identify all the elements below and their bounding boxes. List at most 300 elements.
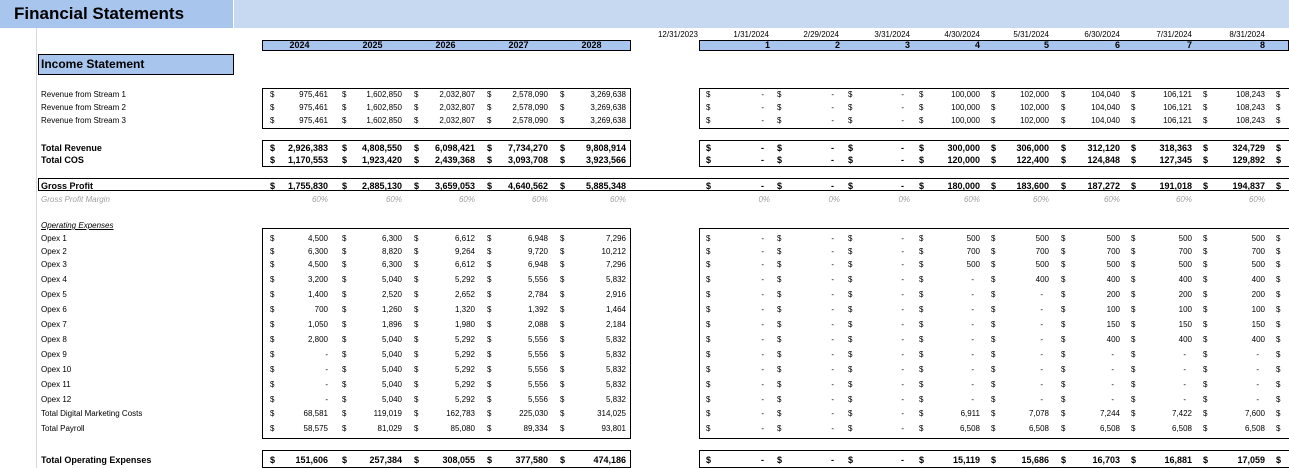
annual-value[interactable]: 257,384 — [369, 455, 402, 465]
monthly-value[interactable]: - — [901, 181, 904, 191]
monthly-value[interactable]: 0% — [898, 195, 910, 204]
period-label[interactable]: 4 — [974, 40, 980, 50]
monthly-value[interactable]: 102,000 — [1020, 103, 1049, 112]
row-label[interactable]: Opex 6 — [41, 305, 67, 314]
annual-value[interactable]: 9,720 — [527, 247, 548, 256]
annual-value[interactable]: 6,948 — [527, 234, 548, 243]
annual-value[interactable]: 119,019 — [373, 409, 402, 418]
monthly-value[interactable]: - — [761, 103, 764, 112]
row-label[interactable]: Opex 5 — [41, 290, 67, 299]
annual-value[interactable]: 2,032,807 — [439, 116, 475, 125]
row-label[interactable]: Revenue from Stream 1 — [41, 90, 126, 99]
monthly-value[interactable]: 60% — [1103, 195, 1120, 204]
monthly-value[interactable]: 60% — [1175, 195, 1192, 204]
annual-value[interactable]: 7,296 — [605, 260, 626, 269]
monthly-value[interactable]: - — [901, 365, 904, 374]
monthly-value[interactable]: - — [1256, 365, 1259, 374]
monthly-value[interactable]: 122,400 — [1016, 155, 1049, 165]
row-label[interactable]: Total COS — [41, 155, 84, 165]
row-label[interactable]: Opex 7 — [41, 320, 67, 329]
monthly-value[interactable]: - — [971, 320, 974, 329]
monthly-value[interactable]: - — [901, 116, 904, 125]
annual-value[interactable]: - — [325, 350, 328, 359]
annual-value[interactable]: 5,556 — [527, 395, 548, 404]
monthly-value[interactable]: 700 — [1106, 247, 1120, 256]
monthly-value[interactable]: - — [971, 395, 974, 404]
monthly-value[interactable]: 16,881 — [1164, 455, 1192, 465]
annual-value[interactable]: 975,461 — [299, 103, 328, 112]
period-label[interactable]: 7 — [1186, 40, 1192, 50]
monthly-value[interactable]: - — [831, 234, 834, 243]
monthly-value[interactable]: 102,000 — [1020, 116, 1049, 125]
monthly-value[interactable]: 7,422 — [1171, 409, 1192, 418]
monthly-value[interactable]: - — [901, 155, 904, 165]
monthly-value[interactable]: 60% — [963, 195, 980, 204]
annual-value[interactable]: 377,580 — [515, 455, 548, 465]
annual-value[interactable]: 3,200 — [307, 275, 328, 284]
monthly-value[interactable]: - — [761, 320, 764, 329]
monthly-value[interactable]: 106,121 — [1163, 103, 1192, 112]
annual-value[interactable]: 5,040 — [381, 275, 402, 284]
period-label[interactable]: 6 — [1114, 40, 1120, 50]
annual-value[interactable]: 5,832 — [605, 365, 626, 374]
monthly-value[interactable]: - — [831, 305, 834, 314]
monthly-value[interactable]: 6,508 — [1171, 424, 1192, 433]
monthly-value[interactable]: 100,000 — [951, 116, 980, 125]
monthly-value[interactable]: 700 — [966, 247, 980, 256]
annual-value[interactable]: 2,578,090 — [512, 103, 548, 112]
monthly-value[interactable]: - — [831, 409, 834, 418]
monthly-value[interactable]: - — [971, 275, 974, 284]
period-label[interactable]: 8 — [1259, 40, 1265, 50]
monthly-value[interactable]: 324,729 — [1232, 143, 1265, 153]
monthly-value[interactable]: 700 — [1035, 247, 1049, 256]
annual-value[interactable]: 2,926,383 — [287, 143, 328, 153]
row-label[interactable]: Total Digital Marketing Costs — [41, 409, 143, 418]
monthly-value[interactable]: 400 — [1106, 275, 1120, 284]
monthly-value[interactable]: - — [761, 305, 764, 314]
annual-value[interactable]: 5,040 — [381, 335, 402, 344]
monthly-value[interactable]: 500 — [966, 260, 980, 269]
monthly-value[interactable]: - — [1256, 395, 1259, 404]
annual-value[interactable]: 60% — [609, 195, 626, 204]
monthly-value[interactable]: - — [831, 143, 834, 153]
monthly-value[interactable]: - — [901, 103, 904, 112]
annual-value[interactable]: 3,269,638 — [590, 90, 626, 99]
annual-value[interactable]: 2,088 — [527, 320, 548, 329]
monthly-value[interactable]: 6,508 — [1028, 424, 1049, 433]
annual-value[interactable]: 5,292 — [454, 275, 475, 284]
monthly-value[interactable]: 150 — [1178, 320, 1192, 329]
monthly-value[interactable]: 400 — [1178, 335, 1192, 344]
annual-value[interactable]: 60% — [458, 195, 475, 204]
monthly-value[interactable]: 102,000 — [1020, 90, 1049, 99]
monthly-value[interactable]: - — [761, 90, 764, 99]
annual-value[interactable]: 2,578,090 — [512, 90, 548, 99]
annual-value[interactable]: 3,659,053 — [434, 181, 475, 191]
annual-value[interactable]: 5,040 — [381, 395, 402, 404]
annual-value[interactable]: 9,808,914 — [585, 143, 626, 153]
annual-value[interactable]: 1,464 — [605, 305, 626, 314]
monthly-value[interactable]: 500 — [1251, 234, 1265, 243]
monthly-value[interactable]: - — [901, 260, 904, 269]
row-label[interactable]: Opex 2 — [41, 247, 67, 256]
monthly-value[interactable]: 300,000 — [947, 143, 980, 153]
annual-value[interactable]: 1,602,850 — [366, 90, 402, 99]
monthly-value[interactable]: - — [831, 155, 834, 165]
monthly-value[interactable]: - — [831, 380, 834, 389]
monthly-value[interactable]: 104,040 — [1091, 116, 1120, 125]
monthly-value[interactable]: 60% — [1032, 195, 1049, 204]
annual-value[interactable]: 3,923,566 — [585, 155, 626, 165]
annual-value[interactable]: 2,439,368 — [434, 155, 475, 165]
period-label[interactable]: 3 — [904, 40, 910, 50]
annual-value[interactable]: 4,808,550 — [361, 143, 402, 153]
monthly-value[interactable]: 120,000 — [947, 155, 980, 165]
monthly-value[interactable]: 100,000 — [951, 103, 980, 112]
monthly-value[interactable]: - — [831, 335, 834, 344]
monthly-value[interactable]: 15,686 — [1021, 455, 1049, 465]
date-label[interactable]: 12/31/2023 — [657, 30, 698, 39]
date-label[interactable]: 4/30/2024 — [944, 30, 980, 39]
monthly-value[interactable]: - — [761, 380, 764, 389]
monthly-value[interactable]: - — [1040, 365, 1043, 374]
monthly-value[interactable]: 100 — [1178, 305, 1192, 314]
monthly-value[interactable]: 700 — [1251, 247, 1265, 256]
annual-value[interactable]: 9,264 — [454, 247, 475, 256]
annual-value[interactable]: 5,292 — [454, 395, 475, 404]
monthly-value[interactable]: 183,600 — [1016, 181, 1049, 191]
monthly-value[interactable]: - — [1040, 380, 1043, 389]
annual-value[interactable]: 6,948 — [527, 260, 548, 269]
monthly-value[interactable]: 400 — [1106, 335, 1120, 344]
monthly-value[interactable]: - — [1040, 335, 1043, 344]
annual-value[interactable]: 2,784 — [527, 290, 548, 299]
date-label[interactable]: 8/31/2024 — [1229, 30, 1265, 39]
monthly-value[interactable]: - — [1111, 350, 1114, 359]
monthly-value[interactable]: 106,121 — [1163, 116, 1192, 125]
annual-value[interactable]: 1,923,420 — [361, 155, 402, 165]
period-label[interactable]: 5 — [1043, 40, 1049, 50]
monthly-value[interactable]: 129,892 — [1232, 155, 1265, 165]
row-label[interactable]: Total Revenue — [41, 143, 102, 153]
annual-value[interactable]: 60% — [385, 195, 402, 204]
monthly-value[interactable]: 7,078 — [1028, 409, 1049, 418]
monthly-value[interactable]: - — [971, 305, 974, 314]
annual-value[interactable]: 1,602,850 — [366, 103, 402, 112]
monthly-value[interactable]: 104,040 — [1091, 90, 1120, 99]
annual-value[interactable]: 1,755,830 — [287, 181, 328, 191]
monthly-value[interactable]: 0% — [828, 195, 840, 204]
date-label[interactable]: 2/29/2024 — [803, 30, 839, 39]
monthly-value[interactable]: - — [1183, 380, 1186, 389]
monthly-value[interactable]: - — [761, 350, 764, 359]
monthly-value[interactable]: - — [901, 275, 904, 284]
annual-value[interactable]: 2,032,807 — [439, 103, 475, 112]
annual-value[interactable]: 1,260 — [381, 305, 402, 314]
monthly-value[interactable]: 15,119 — [952, 455, 980, 465]
monthly-value[interactable]: 500 — [1251, 260, 1265, 269]
monthly-value[interactable]: - — [831, 320, 834, 329]
monthly-value[interactable]: - — [1040, 395, 1043, 404]
monthly-value[interactable]: 108,243 — [1236, 116, 1265, 125]
monthly-value[interactable]: - — [761, 365, 764, 374]
annual-value[interactable]: 4,500 — [307, 234, 328, 243]
monthly-value[interactable]: 500 — [1106, 234, 1120, 243]
monthly-value[interactable]: 500 — [1035, 234, 1049, 243]
year-label[interactable]: 2026 — [435, 40, 456, 50]
annual-value[interactable]: 6,612 — [454, 260, 475, 269]
annual-value[interactable]: 3,093,708 — [507, 155, 548, 165]
monthly-value[interactable]: - — [901, 350, 904, 359]
monthly-value[interactable]: 187,272 — [1087, 181, 1120, 191]
monthly-value[interactable]: - — [761, 335, 764, 344]
monthly-value[interactable]: - — [1111, 395, 1114, 404]
monthly-value[interactable]: - — [1040, 350, 1043, 359]
annual-value[interactable]: 58,575 — [303, 424, 328, 433]
monthly-value[interactable]: - — [901, 247, 904, 256]
monthly-value[interactable]: - — [1040, 320, 1043, 329]
monthly-value[interactable]: 500 — [1178, 260, 1192, 269]
monthly-value[interactable]: 16,703 — [1092, 455, 1120, 465]
annual-value[interactable]: 6,300 — [381, 260, 402, 269]
annual-value[interactable]: 5,292 — [454, 335, 475, 344]
annual-value[interactable]: 89,334 — [523, 424, 548, 433]
monthly-value[interactable]: - — [831, 247, 834, 256]
monthly-value[interactable]: - — [831, 290, 834, 299]
monthly-value[interactable]: - — [1040, 290, 1043, 299]
annual-value[interactable]: 60% — [311, 195, 328, 204]
date-label[interactable]: 1/31/2024 — [733, 30, 769, 39]
monthly-value[interactable]: - — [831, 350, 834, 359]
monthly-value[interactable]: - — [1256, 380, 1259, 389]
row-label[interactable]: Opex 12 — [41, 395, 72, 404]
monthly-value[interactable]: - — [971, 365, 974, 374]
monthly-value[interactable]: - — [761, 247, 764, 256]
annual-value[interactable]: 5,292 — [454, 350, 475, 359]
monthly-value[interactable]: - — [761, 181, 764, 191]
annual-value[interactable]: 1,050 — [307, 320, 328, 329]
monthly-value[interactable]: - — [831, 103, 834, 112]
annual-value[interactable]: 6,612 — [454, 234, 475, 243]
monthly-value[interactable]: 108,243 — [1236, 103, 1265, 112]
annual-value[interactable]: 8,820 — [381, 247, 402, 256]
monthly-value[interactable]: 150 — [1251, 320, 1265, 329]
row-label[interactable]: Revenue from Stream 3 — [41, 116, 126, 125]
monthly-value[interactable]: 6,508 — [959, 424, 980, 433]
monthly-value[interactable]: 17,059 — [1237, 455, 1265, 465]
monthly-value[interactable]: - — [901, 290, 904, 299]
monthly-value[interactable]: - — [901, 305, 904, 314]
annual-value[interactable]: 2,652 — [454, 290, 475, 299]
monthly-value[interactable]: - — [761, 275, 764, 284]
monthly-value[interactable]: 191,018 — [1159, 181, 1192, 191]
monthly-value[interactable]: - — [761, 455, 764, 465]
year-label[interactable]: 2028 — [581, 40, 602, 50]
monthly-value[interactable]: - — [1256, 350, 1259, 359]
monthly-value[interactable]: 106,121 — [1163, 90, 1192, 99]
monthly-value[interactable]: - — [761, 260, 764, 269]
period-label[interactable]: 1 — [764, 40, 770, 50]
annual-value[interactable]: 5,556 — [527, 365, 548, 374]
annual-value[interactable]: 5,885,348 — [585, 181, 626, 191]
monthly-value[interactable]: 7,244 — [1099, 409, 1120, 418]
monthly-value[interactable]: - — [901, 320, 904, 329]
monthly-value[interactable]: 6,508 — [1099, 424, 1120, 433]
monthly-value[interactable]: 700 — [1178, 247, 1192, 256]
row-label[interactable]: Total Payroll — [41, 424, 85, 433]
monthly-value[interactable]: 104,040 — [1091, 103, 1120, 112]
annual-value[interactable]: 2,578,090 — [512, 116, 548, 125]
monthly-value[interactable]: 60% — [1248, 195, 1265, 204]
annual-value[interactable]: 474,186 — [593, 455, 626, 465]
monthly-value[interactable]: - — [761, 155, 764, 165]
monthly-value[interactable]: - — [901, 90, 904, 99]
monthly-value[interactable]: - — [901, 380, 904, 389]
monthly-value[interactable]: - — [831, 424, 834, 433]
monthly-value[interactable]: 400 — [1035, 275, 1049, 284]
annual-value[interactable]: 2,885,130 — [361, 181, 402, 191]
row-label[interactable]: Operating Expenses — [41, 221, 114, 230]
monthly-value[interactable]: 7,600 — [1244, 409, 1265, 418]
annual-value[interactable]: 1,392 — [527, 305, 548, 314]
monthly-value[interactable]: 194,837 — [1232, 181, 1265, 191]
annual-value[interactable]: 5,292 — [454, 380, 475, 389]
monthly-value[interactable]: 306,000 — [1016, 143, 1049, 153]
annual-value[interactable]: 151,606 — [295, 455, 328, 465]
monthly-value[interactable]: - — [971, 380, 974, 389]
monthly-value[interactable]: - — [901, 395, 904, 404]
annual-value[interactable]: 4,500 — [307, 260, 328, 269]
monthly-value[interactable]: 500 — [1178, 234, 1192, 243]
annual-value[interactable]: 1,170,553 — [287, 155, 328, 165]
annual-value[interactable]: 700 — [314, 305, 328, 314]
monthly-value[interactable]: - — [761, 424, 764, 433]
monthly-value[interactable]: 108,243 — [1236, 90, 1265, 99]
monthly-value[interactable]: 200 — [1178, 290, 1192, 299]
monthly-value[interactable]: - — [831, 365, 834, 374]
monthly-value[interactable]: 100 — [1251, 305, 1265, 314]
monthly-value[interactable]: 100 — [1106, 305, 1120, 314]
annual-value[interactable]: 93,801 — [601, 424, 626, 433]
annual-value[interactable]: 314,025 — [597, 409, 626, 418]
monthly-value[interactable]: - — [831, 181, 834, 191]
annual-value[interactable]: 1,400 — [307, 290, 328, 299]
monthly-value[interactable]: 400 — [1178, 275, 1192, 284]
monthly-value[interactable]: 0% — [758, 195, 770, 204]
monthly-value[interactable]: - — [761, 395, 764, 404]
monthly-value[interactable]: - — [901, 335, 904, 344]
annual-value[interactable]: 5,040 — [381, 365, 402, 374]
monthly-value[interactable]: 127,345 — [1159, 155, 1192, 165]
year-label[interactable]: 2025 — [362, 40, 383, 50]
annual-value[interactable]: 3,269,638 — [590, 103, 626, 112]
annual-value[interactable]: 6,300 — [381, 234, 402, 243]
monthly-value[interactable]: 6,911 — [960, 409, 980, 418]
row-label[interactable]: Opex 9 — [41, 350, 67, 359]
annual-value[interactable]: 5,832 — [605, 275, 626, 284]
annual-value[interactable]: 975,461 — [299, 116, 328, 125]
annual-value[interactable]: 6,098,421 — [434, 143, 475, 153]
annual-value[interactable]: 3,269,638 — [590, 116, 626, 125]
annual-value[interactable]: - — [325, 365, 328, 374]
monthly-value[interactable]: 400 — [1251, 275, 1265, 284]
annual-value[interactable]: 68,581 — [303, 409, 328, 418]
annual-value[interactable]: 7,296 — [605, 234, 626, 243]
annual-value[interactable]: 5,832 — [605, 380, 626, 389]
annual-value[interactable]: 225,030 — [519, 409, 548, 418]
date-label[interactable]: 3/31/2024 — [874, 30, 910, 39]
monthly-value[interactable]: - — [901, 424, 904, 433]
monthly-value[interactable]: - — [831, 395, 834, 404]
annual-value[interactable]: 1,320 — [454, 305, 475, 314]
row-label[interactable]: Opex 3 — [41, 260, 67, 269]
monthly-value[interactable]: - — [831, 260, 834, 269]
date-label[interactable]: 6/30/2024 — [1084, 30, 1120, 39]
year-label[interactable]: 2027 — [508, 40, 529, 50]
monthly-value[interactable]: - — [1183, 395, 1186, 404]
annual-value[interactable]: 1,980 — [454, 320, 475, 329]
annual-value[interactable]: 5,832 — [605, 350, 626, 359]
period-label[interactable]: 2 — [834, 40, 840, 50]
annual-value[interactable]: 2,184 — [605, 320, 626, 329]
monthly-value[interactable]: - — [761, 290, 764, 299]
annual-value[interactable]: - — [325, 380, 328, 389]
annual-value[interactable]: 5,040 — [381, 380, 402, 389]
monthly-value[interactable]: - — [971, 290, 974, 299]
annual-value[interactable]: 10,212 — [601, 247, 626, 256]
monthly-value[interactable]: - — [761, 409, 764, 418]
row-label[interactable]: Opex 4 — [41, 275, 67, 284]
monthly-value[interactable]: 500 — [966, 234, 980, 243]
annual-value[interactable]: 2,032,807 — [439, 90, 475, 99]
monthly-value[interactable]: - — [831, 90, 834, 99]
annual-value[interactable]: 5,832 — [605, 395, 626, 404]
monthly-value[interactable]: - — [761, 234, 764, 243]
row-label[interactable]: Opex 11 — [41, 380, 71, 389]
monthly-value[interactable]: - — [831, 275, 834, 284]
monthly-value[interactable]: 500 — [1035, 260, 1049, 269]
row-label[interactable]: Revenue from Stream 2 — [41, 103, 126, 112]
monthly-value[interactable]: 6,508 — [1244, 424, 1265, 433]
monthly-value[interactable]: 180,000 — [947, 181, 980, 191]
monthly-value[interactable]: 318,363 — [1159, 143, 1192, 153]
monthly-value[interactable]: - — [831, 455, 834, 465]
monthly-value[interactable]: - — [1111, 380, 1114, 389]
annual-value[interactable]: - — [325, 395, 328, 404]
monthly-value[interactable]: 500 — [1106, 260, 1120, 269]
annual-value[interactable]: 5,556 — [527, 380, 548, 389]
annual-value[interactable]: 2,520 — [381, 290, 402, 299]
annual-value[interactable]: 85,080 — [450, 424, 475, 433]
row-label[interactable]: Opex 1 — [41, 234, 67, 243]
monthly-value[interactable]: - — [1183, 350, 1186, 359]
annual-value[interactable]: 1,896 — [381, 320, 402, 329]
monthly-value[interactable]: - — [901, 143, 904, 153]
annual-value[interactable]: 60% — [531, 195, 548, 204]
date-label[interactable]: 7/31/2024 — [1156, 30, 1192, 39]
row-label[interactable]: Total Operating Expenses — [41, 455, 152, 465]
monthly-value[interactable]: - — [761, 143, 764, 153]
row-label[interactable]: Opex 8 — [41, 335, 67, 344]
annual-value[interactable]: 5,832 — [605, 335, 626, 344]
annual-value[interactable]: 975,461 — [299, 90, 328, 99]
monthly-value[interactable]: - — [901, 409, 904, 418]
monthly-value[interactable]: - — [971, 335, 974, 344]
monthly-value[interactable]: - — [1111, 365, 1114, 374]
date-label[interactable]: 5/31/2024 — [1013, 30, 1049, 39]
monthly-value[interactable]: 124,848 — [1087, 155, 1120, 165]
